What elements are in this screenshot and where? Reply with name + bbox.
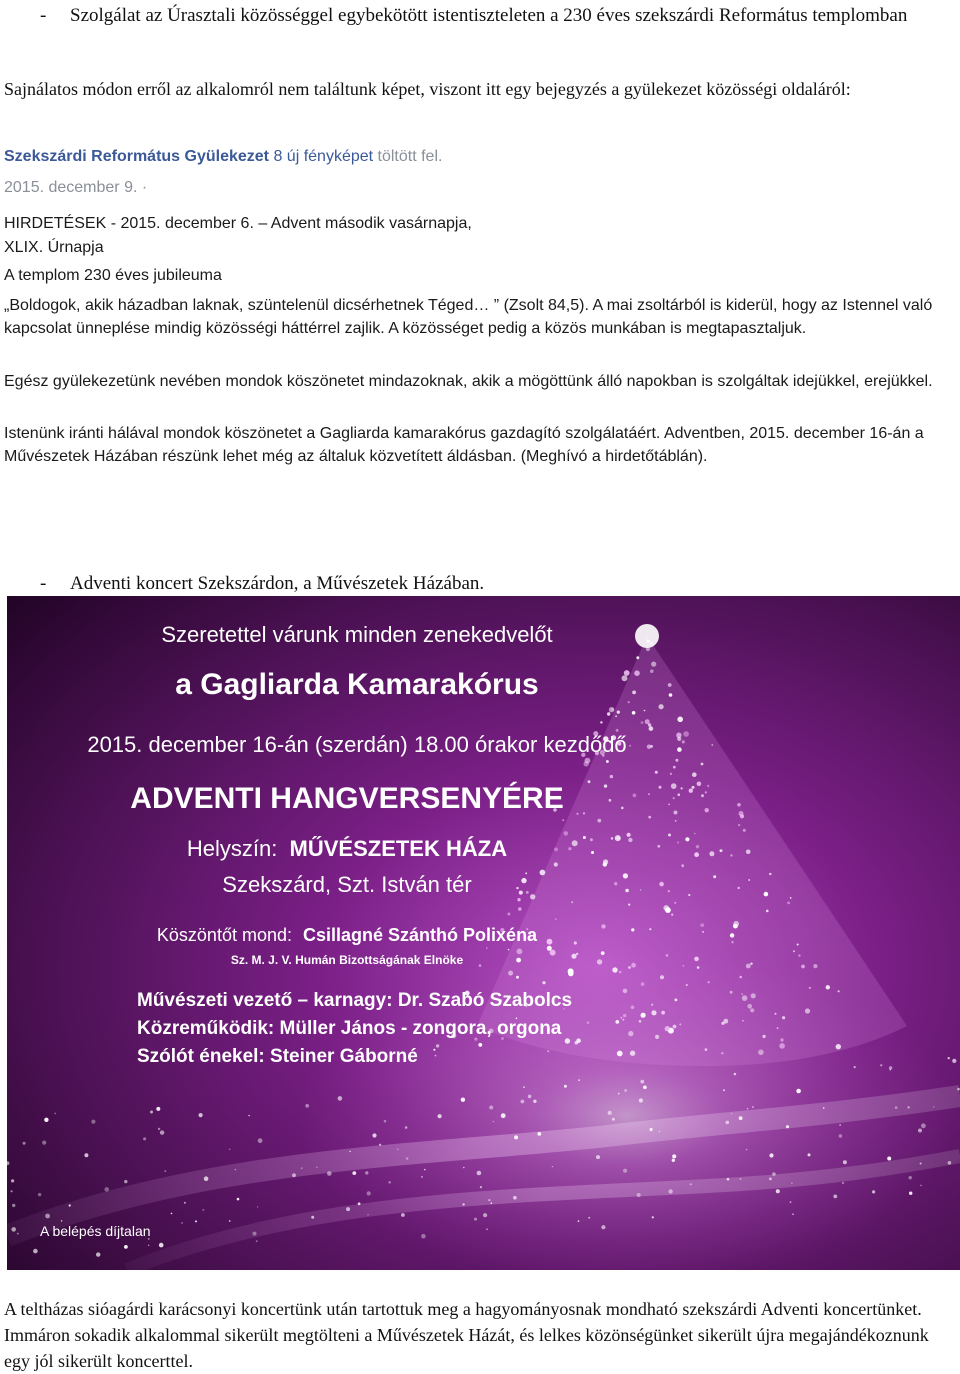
bullet-dash: - bbox=[40, 573, 47, 594]
venue-label: Helyszín: bbox=[186, 836, 278, 861]
post-line-jubileum: A templom 230 éves jubileuma bbox=[4, 267, 222, 284]
post-paragraph-3: Istenünk iránti hálával mondok köszönetet a Gagliarda kamarakórus gazdagító szolgálatáért. Adventben, 2015. december 16-án a Művészetek Házában részünk lehet még az általuk közvetített áldásban. (Meghívó a hirdetőtáblán). bbox=[4, 425, 924, 465]
poster-line-date: 2015. december 16-án (szerdán) 18.00 órakor kezdődő bbox=[87, 732, 627, 757]
post-date[interactable]: 2015. december 9. bbox=[4, 179, 138, 196]
intro-paragraph: Sajnálatos módon erről az alkalomról nem találtunk képet, viszont itt egy bejegyzés a gyülekezet közösségi oldaláról: bbox=[4, 79, 851, 99]
greeting-name: Csillagné Szánthó Polixéna bbox=[303, 925, 538, 945]
bullet-dash: - bbox=[40, 5, 47, 26]
poster-line-welcome: Szeretettel várunk minden zenekedvelőt bbox=[161, 622, 553, 647]
poster-line-address: Szekszárd, Szt. István tér bbox=[222, 872, 472, 897]
post-line-hirdetesek: HIRDETÉSEK - 2015. december 6. – Advent második vasárnapja, bbox=[4, 215, 472, 232]
poster-graphic bbox=[7, 596, 960, 1270]
greeting-label: Köszöntőt mond: bbox=[156, 925, 293, 945]
post-paragraph-1: „Boldogok, akik házadban laknak, szüntelenül dicsérhetnek Téged… ” (Zsolt 84,5). A mai zsoltárból is kiderül, hogy az Istennel való kapcsolat ünneplése mindig közösségi háttérrel zajlik. A közösséget pedig a közös munkában is megtapasztaljuk. bbox=[4, 297, 933, 337]
photos-link[interactable]: 8 új fényképet bbox=[273, 148, 374, 165]
post-action-text: töltött fel. bbox=[377, 148, 443, 165]
heading-text: Szolgálat az Úrasztali közösséggel egybekötött istentiszteleten a 230 éves szekszárdi Református templomban bbox=[70, 5, 908, 26]
poster-line-greeting bbox=[157, 925, 538, 945]
tree-top-star bbox=[635, 624, 659, 648]
poster-line-director: Művészeti vezető – karnagy: Dr. Szabó Szabolcs bbox=[137, 990, 573, 1011]
post-paragraph-2: Egész gyülekezetünk nevében mondok köszönetet mindazoknak, akik a mögöttünk álló napokban is szolgáltak idejükkel, erejükkel. bbox=[4, 373, 933, 390]
poster-line-role: Sz. M. J. V. Humán Bizottságának Elnöke bbox=[230, 953, 464, 967]
venue-name: MŰVÉSZETEK HÁZA bbox=[289, 836, 508, 861]
post-line-urnapja: XLIX. Úrnapja bbox=[4, 239, 104, 256]
page-name-link[interactable]: Szekszárdi Református Gyülekezet bbox=[4, 148, 269, 165]
poster-line-performer1: Közreműködik: Müller János - zongora, orgona bbox=[137, 1018, 562, 1039]
closing-paragraph: A teltházas sióagárdi karácsonyi koncertünk után tartottuk meg a hagyományosnak mondható szekszárdi Adventi koncertünket. Immáron sokadik alkalommal sikerült megtölteni a Művészetek Házát, és lelkes közönségünket sikerült újra megajándékoznunk egy jól sikerült koncerttel. bbox=[4, 1299, 929, 1371]
poster-line-choir: a Gagliarda Kamarakórus bbox=[175, 668, 539, 701]
poster-line-venue bbox=[187, 836, 507, 861]
poster-line-entry: A belépés díjtalan bbox=[40, 1223, 151, 1239]
concert-poster bbox=[7, 596, 960, 1270]
poster-line-title: ADVENTI HANGVERSENYÉRE bbox=[130, 782, 564, 815]
date-separator: · bbox=[141, 179, 148, 196]
heading-text: Adventi koncert Szekszárdon, a Művészetek Házában. bbox=[70, 573, 485, 594]
poster-line-performer2: Szólót énekel: Steiner Gáborné bbox=[137, 1046, 418, 1067]
